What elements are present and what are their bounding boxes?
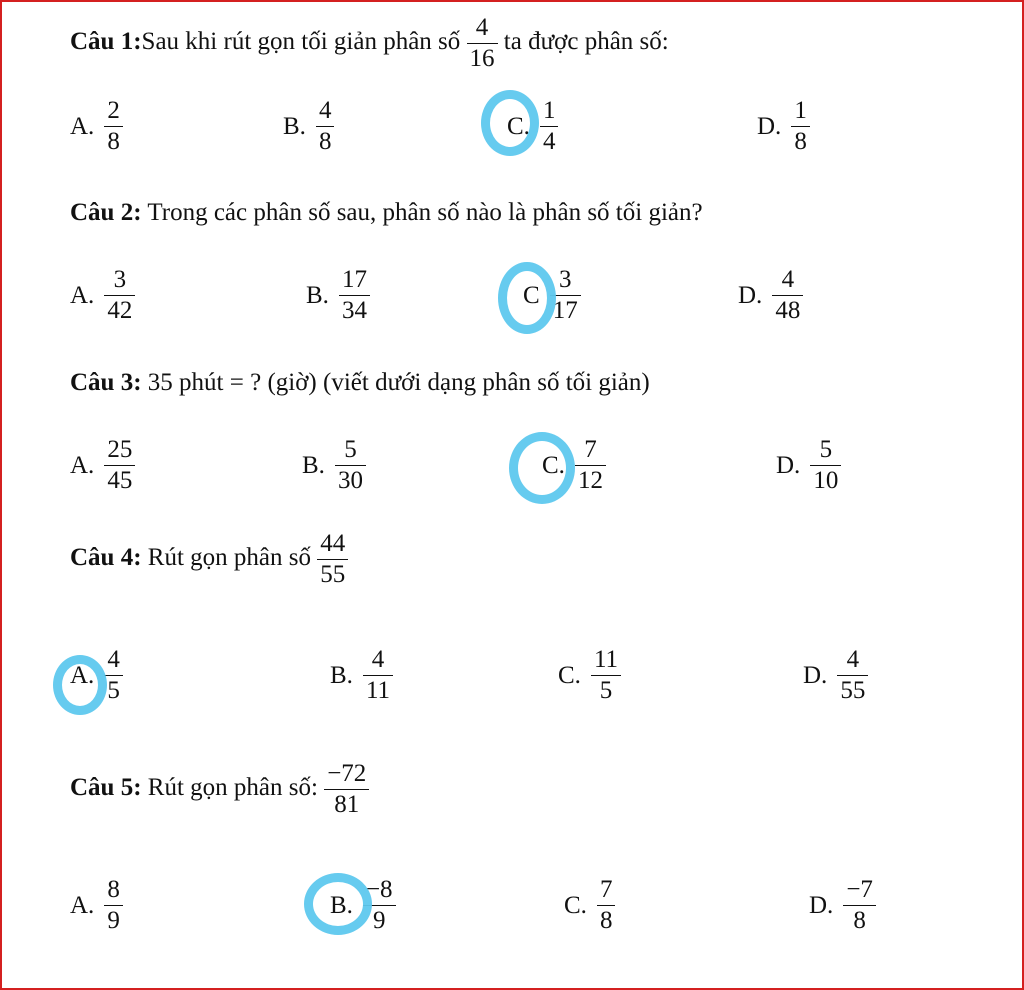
q2-option-a[interactable] (70, 266, 135, 325)
q3-option-c[interactable] (542, 436, 606, 495)
q4-option-d[interactable] (803, 646, 868, 705)
question-3-text: 35 phút = ? (giờ) (viết dưới dạng phân số tối giản) (147, 369, 650, 396)
option-numerator: 1 (794, 97, 807, 124)
q5-option-c[interactable] (564, 876, 615, 935)
question-1-text-after: ta được phân số: (503, 28, 669, 56)
option-letter: D. (803, 661, 828, 689)
question-5-label: Câu 5: (70, 774, 142, 802)
question-1 (70, 14, 669, 73)
option-letter: C. (507, 112, 530, 140)
option-numerator: 5 (819, 436, 833, 463)
option-letter: B. (302, 451, 325, 479)
question-4-fraction (317, 530, 348, 589)
question-4 (70, 530, 348, 589)
option-numerator: −8 (365, 876, 393, 903)
option-letter: B. (330, 661, 353, 689)
question-1-fraction (467, 14, 498, 73)
q5-option-b[interactable] (330, 876, 396, 935)
q2-option-d[interactable] (738, 266, 803, 325)
fraction-numerator: 44 (320, 530, 346, 557)
question-2-text: Trong các phân số sau, phân số nào là phân số tối giản? (147, 199, 703, 226)
question-5 (70, 760, 369, 819)
q1-option-c[interactable] (507, 97, 558, 156)
option-numerator: 11 (593, 646, 619, 673)
option-letter: A. (70, 451, 95, 479)
option-letter: D. (757, 112, 782, 140)
fraction-denominator: 81 (334, 791, 360, 818)
option-numerator: 2 (107, 97, 120, 124)
q1-option-b[interactable] (283, 97, 334, 156)
option-numerator: 1 (542, 97, 556, 124)
option-letter: D. (738, 281, 763, 309)
option-letter: C. (564, 891, 587, 919)
option-letter: B. (330, 891, 353, 919)
option-numerator: 4 (846, 646, 860, 673)
option-denominator: 5 (107, 677, 120, 704)
option-denominator: 42 (107, 297, 133, 324)
option-numerator: 7 (599, 876, 613, 903)
option-denominator: 34 (341, 297, 367, 324)
option-numerator: 3 (113, 266, 127, 293)
question-3-label: Câu 3: (70, 369, 142, 396)
option-letter: D. (809, 891, 834, 919)
option-letter: A. (70, 661, 95, 689)
option-letter: A. (70, 891, 95, 919)
option-denominator: 10 (813, 467, 839, 494)
option-numerator: 5 (344, 436, 357, 463)
option-denominator: 11 (365, 677, 391, 704)
question-5-text: Rút gọn phân số: (147, 774, 318, 802)
option-denominator: 8 (794, 128, 807, 155)
option-numerator: 4 (318, 97, 332, 124)
option-denominator: 17 (552, 297, 578, 324)
fraction-numerator: 4 (475, 14, 489, 41)
option-numerator: 17 (341, 266, 367, 293)
fraction-denominator: 55 (320, 561, 346, 588)
fraction-denominator: 16 (469, 45, 495, 72)
question-2 (70, 199, 703, 227)
option-letter: C (523, 281, 540, 309)
q1-option-d[interactable] (757, 97, 810, 156)
question-4-text: Rút gọn phân số (147, 544, 311, 572)
option-denominator: 5 (599, 677, 613, 704)
option-numerator: 3 (558, 266, 572, 293)
option-numerator: 8 (107, 876, 120, 903)
question-1-text: Sau khi rút gọn tối giản phân số (141, 28, 461, 56)
q4-option-c[interactable] (558, 646, 621, 705)
option-denominator: 12 (577, 467, 603, 494)
option-letter: B. (306, 281, 329, 309)
option-denominator: 45 (107, 467, 133, 494)
option-numerator: 4 (371, 646, 385, 673)
option-numerator: −7 (846, 876, 873, 903)
option-denominator: 8 (599, 907, 613, 934)
option-denominator: 30 (337, 467, 363, 494)
option-denominator: 8 (107, 128, 120, 155)
option-letter: A. (70, 112, 95, 140)
q2-option-b[interactable] (306, 266, 370, 325)
fraction-numerator: −72 (327, 760, 367, 787)
option-denominator: 55 (840, 677, 866, 704)
question-5-fraction (324, 760, 369, 819)
q5-option-a[interactable] (70, 876, 123, 935)
option-denominator: 9 (107, 907, 120, 934)
q1-option-a[interactable] (70, 97, 123, 156)
option-denominator: 8 (318, 128, 332, 155)
option-denominator: 4 (542, 128, 556, 155)
question-1-label: Câu 1: (70, 28, 142, 56)
question-3 (70, 369, 650, 397)
q5-option-d[interactable] (809, 876, 876, 935)
option-letter: B. (283, 112, 306, 140)
option-numerator: 7 (584, 436, 597, 463)
option-denominator: 9 (372, 907, 386, 934)
option-letter: D. (776, 451, 801, 479)
option-letter: A. (70, 281, 95, 309)
option-numerator: 25 (107, 436, 133, 463)
question-2-label: Câu 2: (70, 199, 142, 226)
option-numerator: 4 (107, 646, 120, 673)
option-letter: C. (558, 661, 581, 689)
q3-option-b[interactable] (302, 436, 366, 495)
q3-option-a[interactable] (70, 436, 135, 495)
option-numerator: 4 (781, 266, 795, 293)
option-letter: C. (542, 451, 565, 479)
q4-option-a[interactable] (70, 646, 123, 705)
question-4-label: Câu 4: (70, 544, 142, 572)
q2-option-c[interactable] (523, 266, 581, 325)
q4-option-b[interactable] (330, 646, 393, 705)
option-denominator: 8 (853, 907, 866, 934)
option-denominator: 48 (775, 297, 801, 324)
q3-option-d[interactable] (776, 436, 841, 495)
